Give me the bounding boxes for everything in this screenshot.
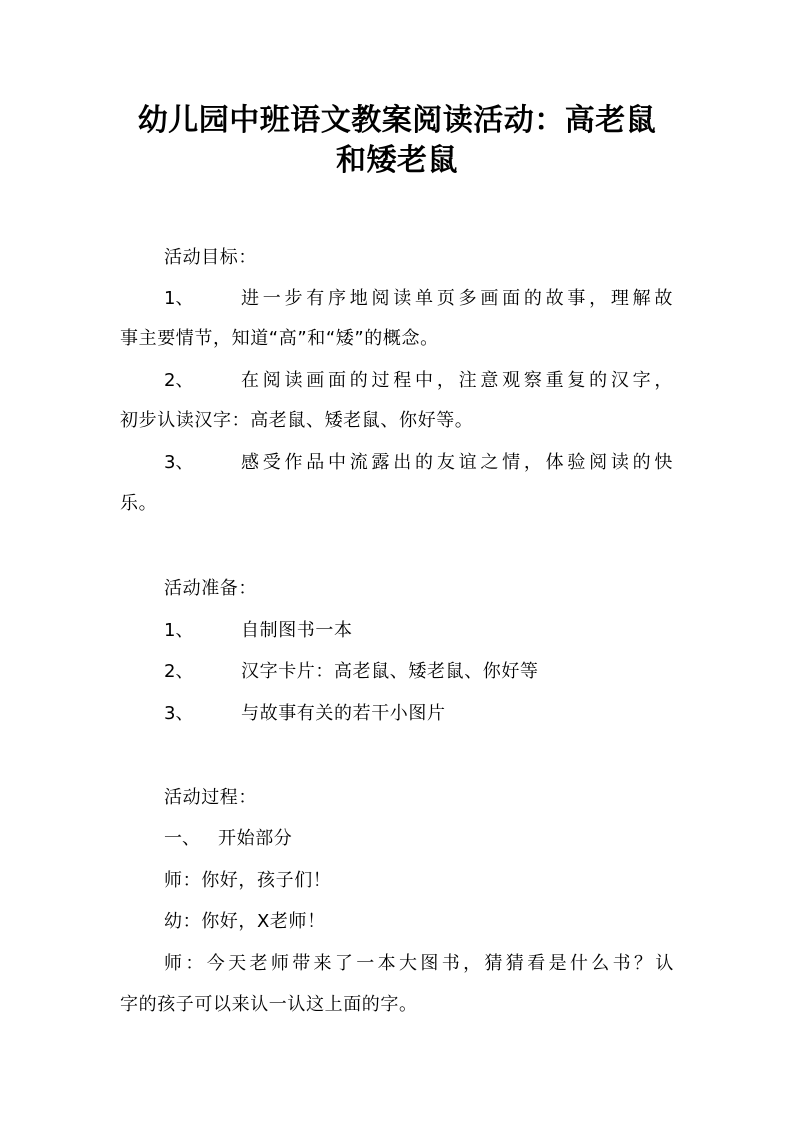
document-title-line-1: 幼儿园中班语文教案阅读活动：高老鼠 (137, 103, 657, 138)
dialogue-line: 幼：你好，X老师！ (164, 911, 326, 932)
objective-text-line: 在阅读画面的过程中，注意观察重复的汉字， (241, 370, 673, 391)
objective-number: 3、 (164, 452, 194, 473)
objective-number: 2、 (164, 370, 194, 391)
objective-text-line: 初步认读汉字：高老鼠、矮老鼠、你好等。 (120, 410, 474, 431)
objective-text-line: 事主要情节，知道“高”和“矮”的概念。 (120, 328, 439, 349)
process-section-title: 开始部分 (218, 828, 293, 849)
document-title-line-2: 和矮老鼠 (336, 143, 458, 178)
process-heading: 活动过程： (164, 787, 257, 808)
process-paragraph-line: 师：今天老师带来了一本大图书，猜猜看是什么书？认 (164, 953, 674, 974)
preparation-item: 汉字卡片：高老鼠、矮老鼠、你好等 (241, 661, 539, 682)
objective-text-line: 感受作品中流露出的友谊之情，体验阅读的快 (241, 452, 673, 473)
preparation-item: 自制图书一本 (241, 620, 353, 641)
preparation-heading: 活动准备： (164, 578, 257, 599)
objective-number: 1、 (164, 288, 194, 309)
preparation-number: 2、 (164, 661, 194, 682)
preparation-number: 1、 (164, 620, 194, 641)
preparation-number: 3、 (164, 703, 194, 724)
preparation-item: 与故事有关的若干小图片 (241, 703, 446, 724)
objective-text-line: 进一步有序地阅读单页多画面的故事，理解故 (241, 288, 673, 309)
process-paragraph-line: 字的孩子可以来认一认这上面的字。 (120, 994, 418, 1015)
dialogue-line: 师：你好，孩子们！ (164, 870, 332, 891)
objective-text-line: 乐。 (120, 493, 158, 514)
objectives-heading: 活动目标： (164, 247, 257, 268)
process-section-number: 一、 (164, 828, 200, 849)
